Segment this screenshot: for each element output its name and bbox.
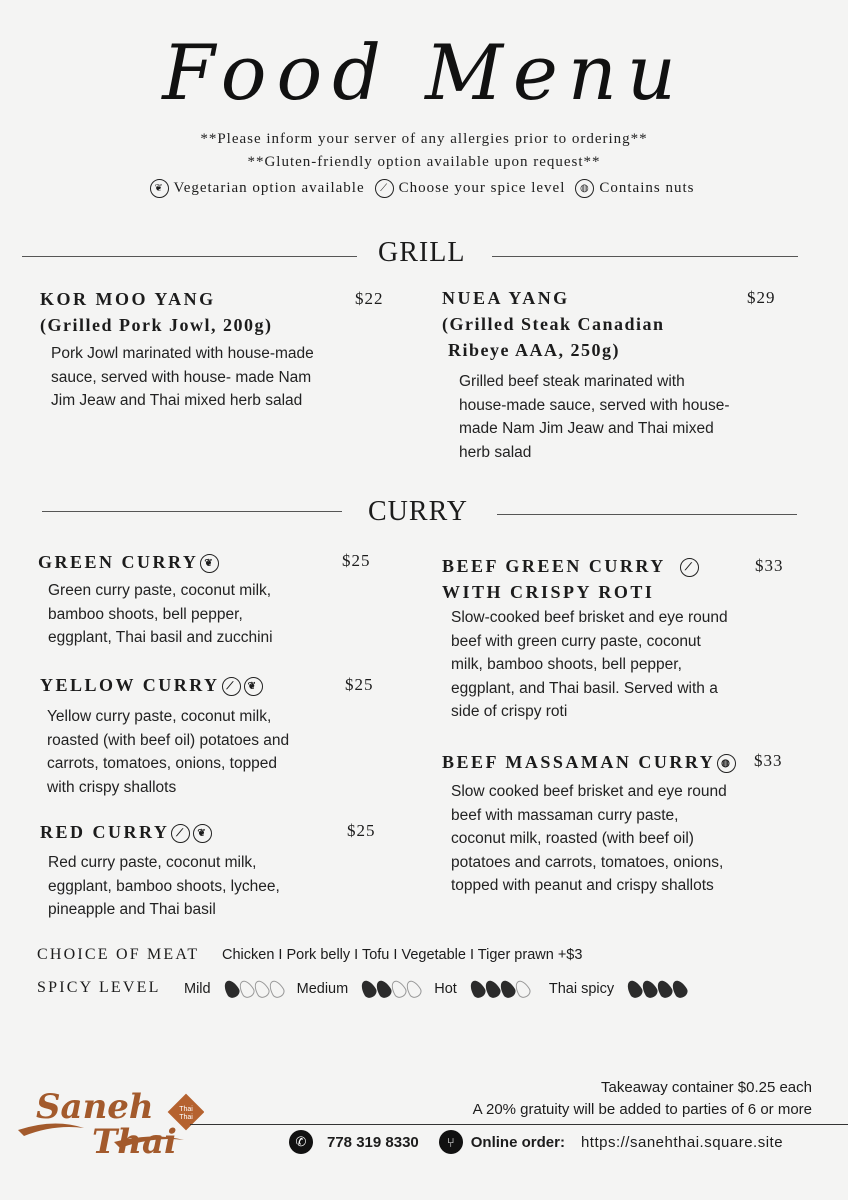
leaf-icon: ❦ — [200, 554, 219, 573]
svg-text:Thai: Thai — [179, 1106, 193, 1113]
legend-nuts: ◍ Contains nuts — [575, 179, 694, 198]
chili-icon — [467, 978, 487, 1000]
chili-icon: ⟋ — [222, 677, 241, 696]
legend-vegetarian: ❦ Vegetarian option available — [150, 179, 365, 198]
nut-icon: ◍ — [575, 179, 594, 198]
chili-icon — [404, 978, 424, 1000]
chili-icon — [497, 978, 517, 1000]
svg-text:Thai: Thai — [179, 1114, 193, 1121]
dish-description: Slow cooked beef brisket and eye round beef with massaman curry paste, coconut milk, roasted (with beef oil) potatoes and carrots, tomatoes, onions, topped with peanut and crispy shallots — [451, 783, 727, 894]
leaf-icon: ❦ — [244, 677, 263, 696]
takeaway-note: Takeaway container $0.25 each — [601, 1079, 812, 1096]
online-order-label: Online order: — [470, 1133, 565, 1151]
divider — [42, 511, 342, 512]
chili-icon — [389, 978, 409, 1000]
chili-icon — [482, 978, 502, 1000]
divider — [497, 514, 797, 515]
chili-icon — [251, 978, 271, 1000]
chili-icon: ⟋ — [171, 824, 190, 843]
chili-icon — [640, 978, 660, 1000]
section-title-grill: GRILL — [378, 237, 466, 268]
dish-subtitle: (Grilled Steak Canadian — [442, 314, 665, 334]
spicy-level-hot: Hot — [434, 980, 529, 998]
price: $25 — [342, 551, 371, 570]
menu-item-red-curry: RED CURRY ⟋ ❦ — [40, 819, 212, 845]
divider — [492, 256, 798, 257]
phone-number[interactable]: 778 319 8330 — [327, 1133, 419, 1151]
dish-subtitle: (Grilled Pork Jowl, 200g) — [40, 315, 273, 335]
price: $25 — [345, 675, 374, 694]
spicy-level-mild: Mild — [184, 980, 283, 998]
svg-text:Thai: Thai — [92, 1122, 177, 1160]
footer-notes — [473, 1077, 812, 1121]
saneh-thai-logo — [14, 1078, 204, 1160]
leaf-icon: ❦ — [193, 824, 212, 843]
chili-icon — [625, 978, 645, 1000]
spicy-level-label: SPICY LEVEL — [37, 979, 161, 996]
menu-item-kor-moo-yang — [40, 286, 390, 338]
menu-item-green-curry: GREEN CURRY ❦ — [38, 549, 219, 575]
dish-description: Pork Jowl marinated with house-made sauce, served with house- made Nam Jim Jeaw and Thai mixed herb salad — [51, 345, 314, 409]
price: $33 — [754, 751, 783, 770]
spicy-level-thai: Thai spicy — [549, 980, 686, 998]
contact-bar — [289, 1130, 783, 1154]
chili-icon: ⟋ — [680, 558, 699, 577]
chili-icon-group — [362, 980, 420, 998]
choice-of-meat-values: Chicken I Pork belly I Tofu I Vegetable I Tiger prawn +$3 — [222, 947, 583, 963]
divider — [22, 256, 357, 257]
dish-description: Red curry paste, coconut milk, eggplant, bamboo shoots, lychee, pineapple and Thai basil — [48, 854, 280, 918]
legend-spice: ⟋ Choose your spice level — [375, 179, 566, 198]
chili-icon-group — [225, 980, 283, 998]
menu-item-yellow-curry: YELLOW CURRY ⟋ ❦ — [40, 672, 263, 698]
gratuity-note: A 20% gratuity will be added to parties of 6 or more — [472, 1101, 812, 1118]
spicy-level-medium: Medium — [297, 980, 421, 998]
footer-divider — [190, 1124, 848, 1125]
chili-icon — [670, 978, 690, 1000]
dish-description: Green curry paste, coconut milk, bamboo shoots, bell pepper, eggplant, Thai basil and zucchini — [48, 582, 273, 646]
dish-description: Grilled beef steak marinated with house-made sauce, served with house- made Nam Jim Jeaw and Thai mixed herb salad — [459, 373, 730, 461]
chili-icon: ⟋ — [375, 179, 394, 198]
menu-item-beef-massaman-curry: BEEF MASSAMAN CURRY ◍ — [442, 749, 736, 775]
icon-legend — [0, 179, 848, 198]
chili-icon — [221, 978, 241, 1000]
page-title: Food Menu — [162, 28, 686, 117]
allergy-note: **Please inform your server of any allergies prior to ordering** — [200, 131, 648, 147]
dish-subtitle: Ribeye AAA, 250g) — [448, 340, 620, 360]
price: $22 — [355, 289, 384, 308]
leaf-icon: ❦ — [150, 179, 169, 198]
section-title-curry: CURRY — [368, 496, 468, 527]
chili-icon-group — [628, 980, 686, 998]
chili-icon — [359, 978, 379, 1000]
chili-icon — [236, 978, 256, 1000]
chili-icon — [512, 978, 532, 1000]
nut-icon: ◍ — [717, 754, 736, 773]
dish-description: Yellow curry paste, coconut milk, roasted (with beef oil) potatoes and carrots, tomatoes, onions, topped with crispy shallots — [47, 708, 290, 796]
chili-icon — [374, 978, 394, 1000]
chili-icon — [266, 978, 286, 1000]
chili-icon — [655, 978, 675, 1000]
price: $29 — [747, 288, 776, 307]
chili-icon-group — [471, 980, 529, 998]
menu-item-nuea-yang — [442, 285, 742, 363]
online-order-link[interactable]: https://sanehthai.square.site — [580, 1133, 784, 1151]
spicy-levels — [184, 980, 686, 998]
menu-item-beef-green-curry: BEEF GREEN CURRY ⟋ WITH CRISPY ROTI — [442, 553, 722, 605]
phone-icon: ✆ — [289, 1130, 313, 1154]
dish-description: Slow-cooked beef brisket and eye round beef with green curry paste, coconut milk, bamboo shoots, bell pepper, eggplant, and Thai basil. Served with a side of crispy roti — [451, 609, 728, 720]
price: $33 — [755, 556, 784, 575]
choice-of-meat-label: CHOICE OF MEAT — [37, 946, 200, 963]
dish-name: KOR MOO YANG — [40, 289, 216, 309]
svg-text:Saneh: Saneh — [36, 1087, 154, 1127]
gluten-note: **Gluten-friendly option available upon request** — [247, 154, 601, 170]
dish-name: NUEA YANG — [442, 288, 570, 308]
utensils-icon: ⑂ — [439, 1130, 463, 1154]
price: $25 — [347, 821, 376, 840]
